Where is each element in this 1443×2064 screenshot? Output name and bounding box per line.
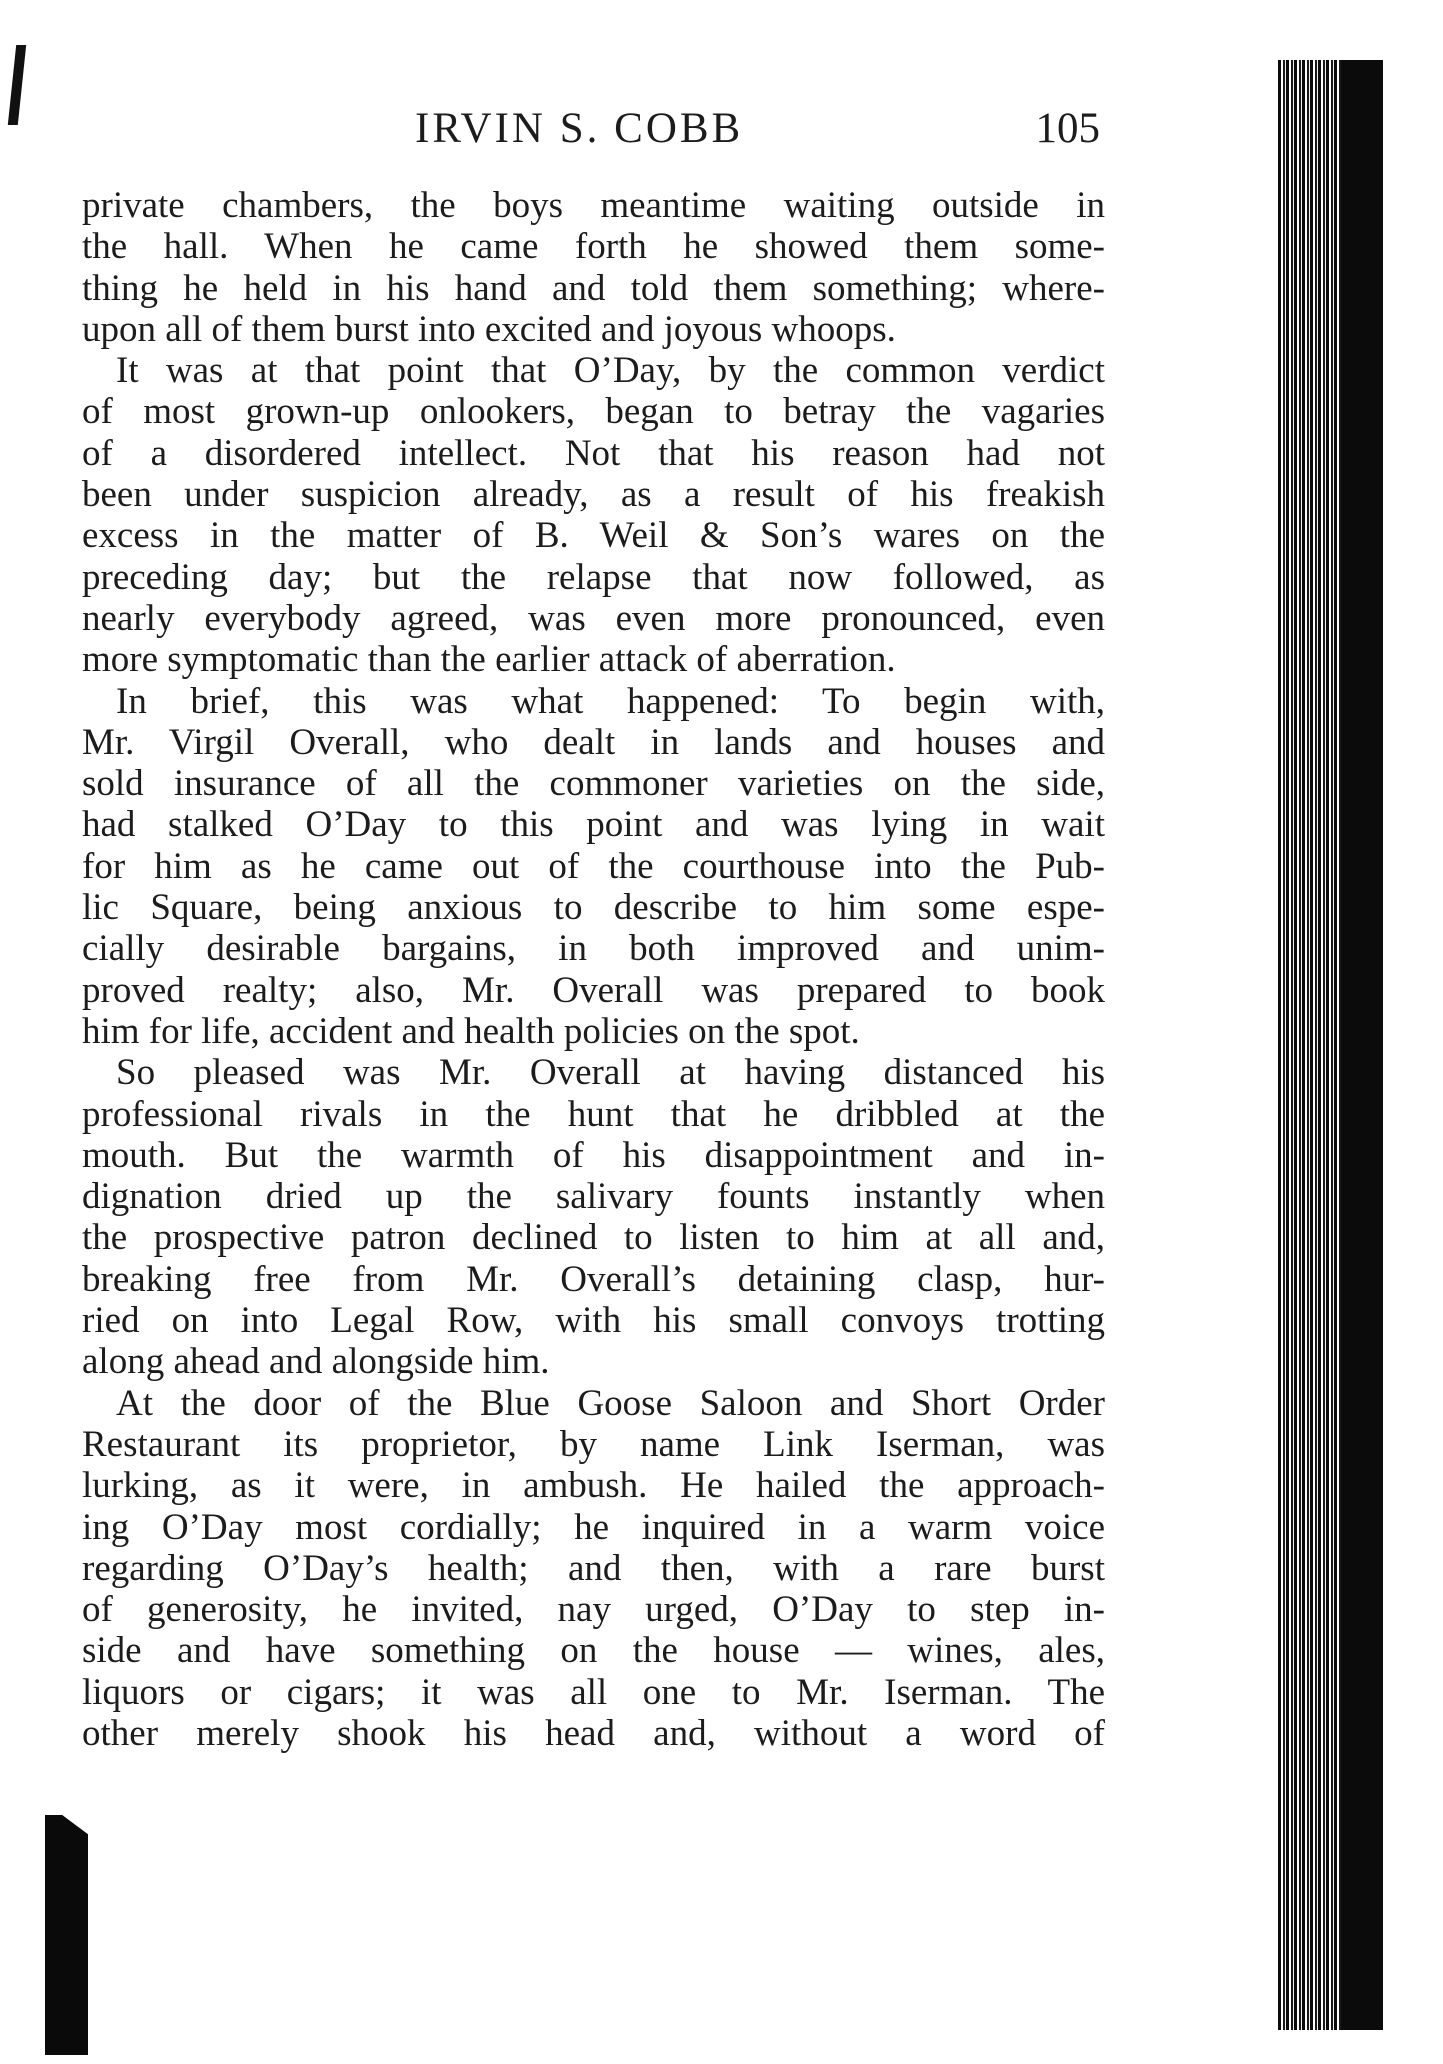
body-text: [82, 185, 1105, 1754]
text-line: breaking free from Mr. Overall’s detaining clasp, hur-: [82, 1258, 1105, 1300]
text-line: of most grown-up onlookers, began to betray the vagaries: [82, 391, 1105, 433]
text-line: sold insurance of all the commoner varieties on the side,: [82, 763, 1105, 805]
text-line: It was at that point that O’Day, by the common verdict: [116, 350, 1105, 392]
text-line: been under suspicion already, as a result of his freakish: [82, 474, 1105, 516]
text-line: the hall. When he came forth he showed them some-: [82, 226, 1105, 268]
text-line: of a disordered intellect. Not that his reason had not: [82, 432, 1105, 474]
text-line: At the door of the Blue Goose Saloon and Short Order: [116, 1382, 1105, 1424]
text-line: side and have something on the house — wines, ales,: [82, 1630, 1105, 1672]
text-line: him for life, accident and health policies on the spot.: [82, 1010, 860, 1052]
text-line: nearly everybody agreed, was even more pronounced, even: [82, 597, 1105, 639]
page-header: [80, 100, 1110, 160]
text-line: Restaurant its proprietor, by name Link Iserman, was: [82, 1423, 1105, 1465]
text-line: lic Square, being anxious to describe to him some espe-: [82, 887, 1105, 929]
text-line: liquors or cigars; it was all one to Mr. Iserman. The: [82, 1671, 1105, 1713]
text-line: mouth. But the warmth of his disappointment and in-: [82, 1134, 1105, 1176]
text-line: along ahead and alongside him.: [82, 1341, 550, 1383]
text-line: In brief, this was what happened: To begin with,: [116, 680, 1105, 722]
book-spine-shadow: [1341, 60, 1383, 2030]
text-line: preceding day; but the relapse that now followed, as: [82, 556, 1105, 598]
page-edge-mark-bottom: [45, 1815, 88, 2055]
text-line: proved realty; also, Mr. Overall was prepared to book: [82, 969, 1105, 1011]
text-line: thing he held in his hand and told them something; where-: [82, 267, 1105, 309]
text-line: of generosity, he invited, nay urged, O’Day to step in-: [82, 1589, 1105, 1631]
text-line: had stalked O’Day to this point and was lying in wait: [82, 804, 1105, 846]
page-edge-mark-top: [8, 45, 26, 125]
text-line: So pleased was Mr. Overall at having distanced his: [116, 1052, 1105, 1094]
text-line: professional rivals in the hunt that he dribbled at the: [82, 1093, 1105, 1135]
text-line: ing O’Day most cordially; he inquired in a warm voice: [82, 1506, 1105, 1548]
page-number: 105: [1035, 105, 1100, 152]
text-line: cially desirable bargains, in both improved and unim-: [82, 928, 1105, 970]
text-line: the prospective patron declined to listen to him at all and,: [82, 1217, 1105, 1259]
text-line: Mr. Virgil Overall, who dealt in lands and houses and: [82, 721, 1105, 763]
running-head: IRVIN S. COBB: [415, 105, 744, 152]
text-line: private chambers, the boys meantime waiting outside in: [82, 185, 1105, 226]
text-line: other merely shook his head and, without a word of: [82, 1712, 1105, 1754]
text-line: excess in the matter of B. Weil & Son’s wares on the: [82, 515, 1105, 557]
text-line: more symptomatic than the earlier attack of aberration.: [82, 639, 896, 681]
text-line: for him as he came out of the courthouse into the Pub-: [82, 845, 1105, 887]
text-line: upon all of them burst into excited and joyous whoops.: [82, 308, 896, 350]
text-line: regarding O’Day’s health; and then, with a rare burst: [82, 1547, 1105, 1589]
text-line: ried on into Legal Row, with his small convoys trotting: [82, 1300, 1105, 1342]
text-line: dignation dried up the salivary founts instantly when: [82, 1176, 1105, 1218]
text-line: lurking, as it were, in ambush. He hailed the approach-: [82, 1465, 1105, 1507]
